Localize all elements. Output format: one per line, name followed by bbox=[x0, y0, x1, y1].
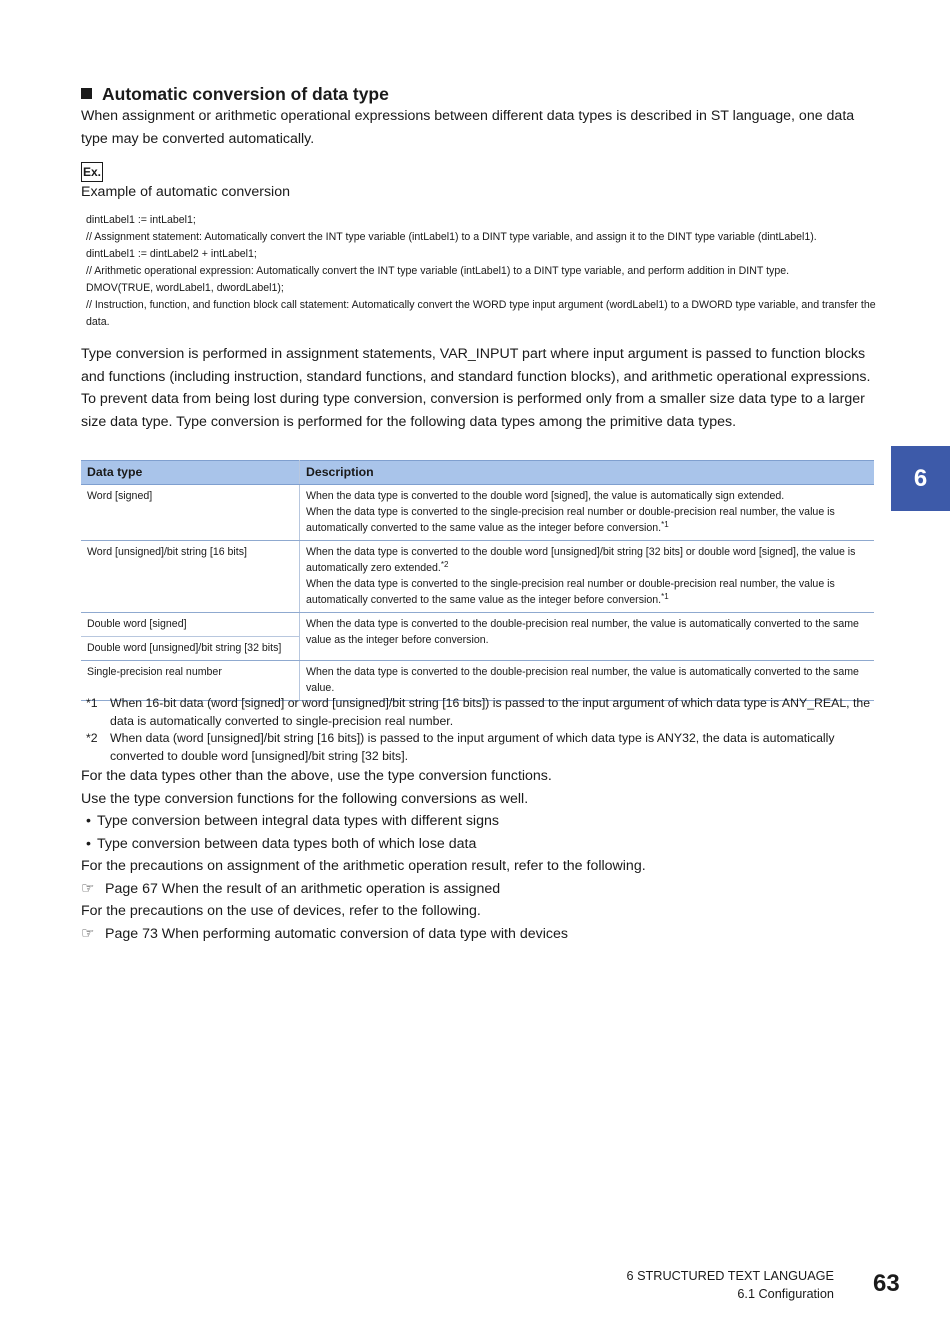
table-row bbox=[81, 541, 874, 613]
example-badge: Ex. bbox=[81, 162, 103, 182]
footnote bbox=[86, 695, 876, 730]
bullet-icon: • bbox=[86, 813, 91, 829]
footnote-ref: *1 bbox=[661, 520, 669, 529]
paragraph: For the precautions on the use of devices, refer to the following. bbox=[81, 903, 481, 919]
cell-data-type: Single-precision real number bbox=[81, 661, 300, 701]
table-row bbox=[81, 613, 874, 637]
footnote-mark: *1 bbox=[86, 696, 98, 710]
code-example bbox=[86, 212, 876, 331]
footnote-ref: *1 bbox=[661, 592, 669, 601]
reference-text: Page 73 When performing automatic conversion of data type with devices bbox=[105, 925, 568, 942]
code-comment: // Arithmetic operational expression: Automatically convert the INT type variable (intLabel1) to a DINT type variable, and perform addition in DINT type. bbox=[86, 265, 790, 277]
table-header-row bbox=[81, 461, 874, 485]
description-text: When the data type is converted to the single-precision real number or double-precision real number, the value is automatically converted to the same value as the integer before conversion. bbox=[306, 578, 835, 606]
reference-text: Page 67 When the result of an arithmetic operation is assigned bbox=[105, 880, 501, 897]
page-number: 63 bbox=[873, 1270, 900, 1297]
footer-section: 6.1 Configuration bbox=[737, 1287, 834, 1301]
paragraph: Use the type conversion functions for the following conversions as well. bbox=[81, 790, 529, 807]
cell-data-type: Word [unsigned]/bit string [16 bits] bbox=[81, 541, 300, 613]
cell-description: When the data type is converted to the double-precision real number, the value is automatically converted to the same value. bbox=[300, 661, 875, 701]
header-data-type: Data type bbox=[81, 461, 300, 485]
code-line: DMOV(TRUE, wordLabel1, dwordLabel1); bbox=[86, 282, 284, 294]
conversion-paragraph: To prevent data from being lost during type conversion, conversion is performed only from a smaller size data type to a larger size data type. Type conversion is performed for the following data types among the primitive data types. bbox=[81, 391, 865, 430]
table-row bbox=[81, 485, 874, 541]
intro-paragraph: When assignment or arithmetic operational expressions between different data types is described in ST language, one data type may be converted automatically. bbox=[81, 108, 855, 147]
list-item-text: Type conversion between integral data types with different signs bbox=[97, 813, 499, 829]
pointing-hand-icon: ☞ bbox=[81, 879, 95, 897]
footer-chapter: 6 STRUCTURED TEXT LANGUAGE bbox=[626, 1269, 834, 1283]
footnote bbox=[86, 730, 876, 765]
list-item bbox=[81, 810, 881, 833]
paragraph: For the precautions on assignment of the arithmetic operation result, refer to the following. bbox=[81, 858, 646, 874]
footnotes bbox=[86, 695, 876, 765]
code-comment: // Instruction, function, and function block call statement: Automatically convert the WORD type input argument (wordLabel1) to a DWORD type variable, and transfer the data. bbox=[86, 299, 876, 328]
conversion-paragraphs bbox=[81, 343, 881, 433]
paragraph: For the data types other than the above, use the type conversion functions. bbox=[81, 768, 552, 784]
conversion-paragraph: Type conversion is performed in assignment statements, VAR_INPUT part where input argument is passed to function blocks and functions (including instruction, standard functions, and standard function blocks), and arithmetic operational expressions. bbox=[81, 346, 871, 385]
footnote-ref: *2 bbox=[440, 560, 449, 569]
example-title: Example of automatic conversion bbox=[81, 184, 290, 200]
list-item bbox=[81, 833, 881, 856]
footnote-text: When data (word [unsigned]/bit string [16 bits]) is passed to the input argument of which data type is ANY32, the data is automatically converted to double word [unsigned]/bit string [32 bits]. bbox=[110, 731, 835, 763]
chapter-tab: 6 bbox=[891, 446, 950, 511]
square-bullet-icon bbox=[81, 88, 92, 99]
code-line: dintLabel1 := dintLabel2 + intLabel1; bbox=[86, 248, 257, 260]
after-table-text bbox=[81, 765, 881, 945]
description-text: When the data type is converted to the single-precision real number or double-precision real number, the value is automatically converted to the same value as the integer before conversion. bbox=[306, 506, 835, 534]
footnote-mark: *2 bbox=[86, 731, 98, 745]
header-description: Description bbox=[300, 461, 875, 485]
pointing-hand-icon: ☞ bbox=[81, 924, 95, 942]
page-footer bbox=[626, 1267, 834, 1303]
code-comment: // Assignment statement: Automatically convert the INT type variable (intLabel1) to a DINT type variable, and assign it to the DINT type variable (dintLabel1). bbox=[86, 231, 817, 243]
list-item-text: Type conversion between data types both of which lose data bbox=[97, 835, 477, 852]
data-type-table bbox=[81, 460, 874, 701]
section-heading-text: Automatic conversion of data type bbox=[102, 84, 389, 104]
footnote-text: When 16-bit data (word [signed] or word [unsigned]/bit string [16 bits]) is passed to the input argument of which data type is ANY_REAL, the data is automatically converted to single-precision real number. bbox=[110, 696, 871, 728]
cell-description bbox=[300, 485, 875, 541]
page-reference-link[interactable] bbox=[81, 878, 881, 901]
cell-data-type: Double word [unsigned]/bit string [32 bits] bbox=[81, 637, 300, 661]
description-line: When the data type is converted to the double word [signed], the value is automatically sign extended. bbox=[306, 490, 785, 502]
page-reference-link[interactable] bbox=[81, 923, 881, 946]
cell-description bbox=[300, 541, 875, 613]
bullet-icon: • bbox=[86, 835, 91, 852]
description-line bbox=[306, 504, 868, 536]
description-line bbox=[306, 576, 868, 608]
cell-description: When the data type is converted to the double-precision real number, the value is automatically converted to the same value as the integer before conversion. bbox=[300, 613, 875, 661]
code-line: dintLabel1 := intLabel1; bbox=[86, 214, 196, 226]
cell-data-type: Double word [signed] bbox=[81, 613, 300, 637]
section-heading bbox=[81, 84, 389, 105]
cell-data-type: Word [signed] bbox=[81, 485, 300, 541]
description-text: When the data type is converted to the double word [unsigned]/bit string [32 bits] or double word [signed], the value is automatically zero extended. bbox=[306, 546, 856, 574]
description-line bbox=[306, 544, 868, 576]
